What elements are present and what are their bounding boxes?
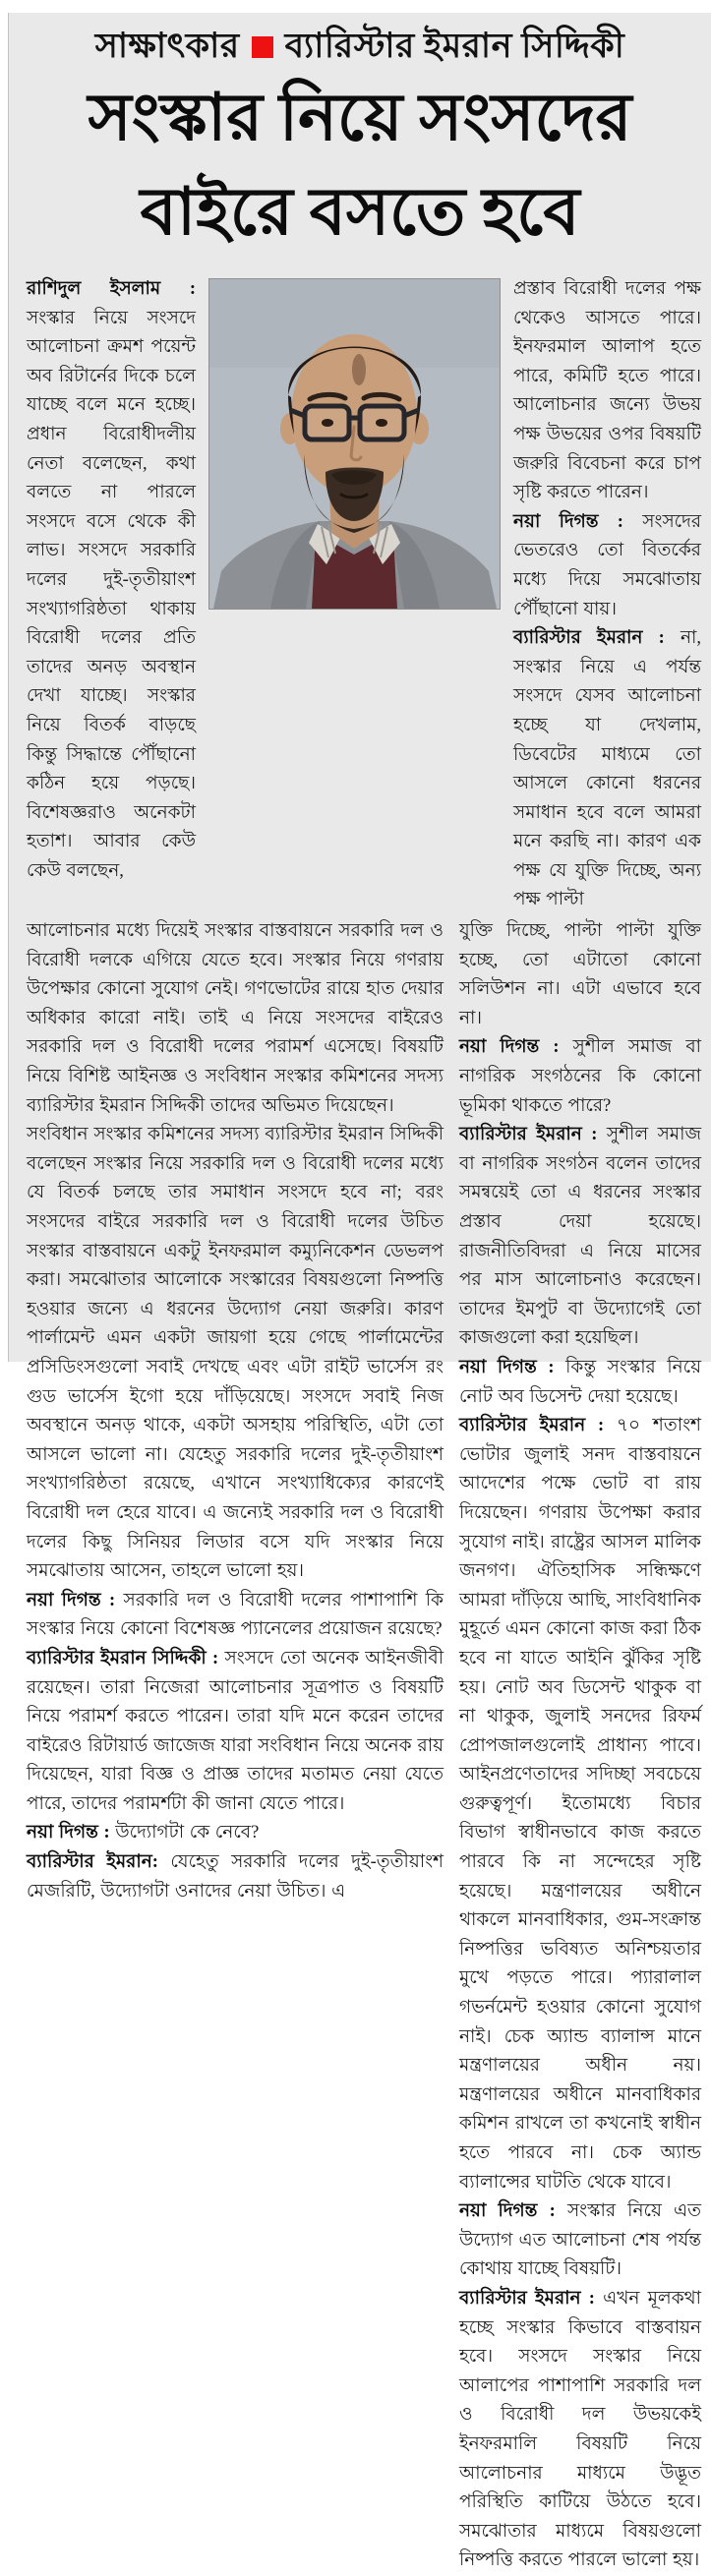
kicker-person-name: ব্যারিস্টার ইমরান সিদ্দিকী (284, 27, 625, 65)
speaker-label: রাশিদুল ইসলাম : (27, 279, 196, 299)
kicker (9, 26, 711, 67)
paragraph: যুক্তি দিচ্ছে, পাল্টা পাল্টা যুক্তি হচ্ছে, তো এটাতো কোনো সলিউশন না। এটা এভাবে হবে না। (459, 921, 701, 1028)
article-body (9, 260, 711, 2576)
paragraph: ব্যারিস্টার ইমরান : এখন মূলকথা হচ্ছে সংস্কার কিভাবে বাস্তবায়ন হবে। সংসদে সংস্কার নিয়ে আলাপের পাশাপাশি সরকারি দল ও বিরোধী দল উভয়কেই ইনফরমালি বিষয়টি নিয়ে আলোচনার মাধ্যমে উদ্ভূত পরিস্থিতি কাটিয়ে উঠতে হবে। সমঝোতার মাধ্যমে বিষয়গুলো নিষ্পত্তি করতে পারলে ভালো হয়। (459, 2288, 701, 2571)
speaker-label: ব্যারিস্টার ইমরান : (513, 628, 681, 649)
paragraph: ব্যারিস্টার ইমরান : না, সংস্কার নিয়ে এ পর্যন্ত সংসদে যেসব আলোচনা হচ্ছে যা দেখলাম, ডিবেটের মাধ্যমে তো আসলে কোনো ধরনের সমাধান হবে বলে আমরা মনে করছি না। কারণ এক পক্ষ যে যুক্তি দিচ্ছে, অন্য পক্ষ পাল্টা (513, 628, 701, 910)
column-bottom-right (459, 917, 701, 2576)
column-bottom-left (27, 917, 444, 1906)
speaker-label: ব্যারিস্টার ইমরান : (459, 1125, 607, 1145)
paragraph: নয়া দিগন্ত : উদ্যোগটা কে নেবে? (27, 1823, 260, 1844)
speaker-label: নয়া দিগন্ত : (459, 1037, 573, 1058)
red-square-icon (252, 36, 273, 58)
paragraph: প্রস্তাব বিরোধী দলের পক্ষ থেকেও আসতে পারে। ইনফরমাল আলাপ হতে পারে, কমিটি হতে পারে। আলোচনার জন্যে উভয় পক্ষ উভয়ের ওপর বিষয়টি জরুরি বিবেচনা করে চাপ সৃষ্টি করতে পারেন। (513, 279, 701, 503)
paragraph: সংবিধান সংস্কার কমিশনের সদস্য ব্যারিস্টার ইমরান সিদ্দিকী বলেছেন সংস্কার নিয়ে সরকারি দল ও বিরোধী দলের মধ্যে যে বিতর্ক চলছে তার সমাধান সংসদে হবে না; বরং সংসদের বাইরে সরকারি দল ও বিরোধী দলের উচিত সংস্কার বাস্তবায়নে একটু ইনফরমাল কম্যুনিকেশন ডেভলপ করা। সমঝোতার আলোকে সংস্কারের বিষয়গুলো নিষ্পত্তি হওয়ার জন্যে এ ধরনের উদ্যোগ নেয়া জরুরি। কারণ পার্লামেন্ট এমন একটা জায়গা হয়ে গেছে পার্লামেন্টের প্রসিডিংসগুলো সবাই দেখছে এবং এটা রাইট ভার্সেস রং গুড ভার্সেস ইগো হয়ে দাঁড়িয়েছে। সংসদে সবাই নিজ অবস্থানে অনড় থাকে, একটা অসহায় পরিস্থিতি, এটা তো আসলে ভালো না। যেহেতু সরকারি দলের দুই-তৃতীয়াংশ সংখ্যাগরিষ্ঠতা রয়েছে, এখানে সংখ্যাধিক্যের কারণেই বিরোধী দল হেরে যাবে। এ জন্যেই সরকারি দল ও বিরোধী দলের কিছু সিনিয়র লিডার বসে যদি সংস্কার নিয়ে সমঝোতায় আসেন, তাহলে ভালো হয়। (27, 1125, 444, 1582)
speaker-label: নয়া দিগন্ত : (459, 2201, 567, 2222)
article-clipping (8, 13, 711, 2571)
top-section (27, 275, 701, 915)
portrait-illustration (209, 279, 500, 609)
paragraph: রাশিদুল ইসলাম : সংস্কার নিয়ে সংসদে আলোচনা ক্রমশ পয়েন্ট অব রিটার্নের দিকে চলে যাচ্ছে বলে মনে হচ্ছে। প্রধান বিরোধীদলীয় নেতা বলেছেন, কথা বলতে না পারলে সংসদে বসে থেকে কী লাভ। সংসদে সরকারি দলের দুই-তৃতীয়াংশ সংখ্যাগরিষ্ঠতা থাকায় বিরোধী দলের প্রতি তাদের অনড় অবস্থান দেখা যাচ্ছে। সংস্কার নিয়ে বিতর্ক বাড়ছে কিন্তু সিদ্ধান্তে পৌঁছানো কঠিন হয়ে পড়ছে। বিশেষজ্ঞরাও অনেকটা হতাশ। আবার কেউ কেউ বলছেন, (27, 279, 196, 881)
speaker-label: ব্যারিস্টার ইমরান : (459, 2288, 604, 2309)
page-title (9, 71, 711, 260)
paragraph: ব্যারিস্টার ইমরান: যেহেতু সরকারি দলের দুই-তৃতীয়াংশ মেজরিটি, উদ্যোগটা ওনাদের নেয়া উচিত। এ (27, 1852, 444, 1902)
paragraph: নয়া দিগন্ত : কিন্তু সংস্কার নিয়ে নোট অব ডিসেন্ট দেয়া হয়েছে। (459, 1357, 701, 1407)
speaker-label: নয়া দিগন্ত : (27, 1823, 116, 1844)
speaker-label: নয়া দিগন্ত : (27, 1590, 124, 1610)
speaker-label: ব্যারিস্টার ইমরান সিদ্দিকী : (27, 1648, 225, 1669)
speaker-label: ব্যারিস্টার ইমরান: (27, 1852, 171, 1873)
kicker-section-label: সাক্ষাৎকার (94, 27, 240, 65)
paragraph: নয়া দিগন্ত : সুশীল সমাজ বা নাগরিক সংগঠনের কি কোনো ভূমিকা থাকতে পারে? (459, 1037, 701, 1116)
speaker-label: নয়া দিগন্ত : (459, 1357, 566, 1377)
portrait-photo (208, 278, 501, 610)
headline-line-1: সংস্কার নিয়ে সংসদের (88, 82, 632, 154)
paragraph: ব্যারিস্টার ইমরান : ৭০ শতাংশ ভোটার জুলাই সনদ বাস্তবায়নে আদেশের পক্ষে ভোট বা রায় দিয়েছেন। গণরায় উপেক্ষা করার সুযোগ নাই। রাষ্ট্রের আসল মালিক জনগণ। ঐতিহাসিক সন্ধিক্ষণে আমরা দাঁড়িয়ে আছি, সাংবিধানিক মুহূর্তে এমন কোনো কাজ করা ঠিক হবে না যাতে আইনি ঝুঁকির সৃষ্টি হয়। নোট অব ডিসেন্ট থাকুক বা না থাকুক, জুলাই সনদের রিফর্ম প্রোপজালগুলোই প্রাধান্য পাবে। আইনপ্রণেতাদের সদিচ্ছা সবচেয়ে গুরুত্বপূর্ণ। ইতোমধ্যে বিচার বিভাগ স্বাধীনভাবে কাজ করতে পারবে কি না সন্দেহের সৃষ্টি হয়েছে। মন্ত্রণালয়ের অধীনে থাকলে মানবাধিকার, গুম-সংক্রান্ত নিষ্পত্তির ভবিষ্যত অনিশ্চয়তার মুখে পড়তে পারে। প্যারালাল গভর্নমেন্ট হওয়ার কোনো সুযোগ নাই। চেক অ্যান্ড ব্যালান্স মানে মন্ত্রণালয়ের অধীন নয়। মন্ত্রণালয়ের অধীনে মানবাধিকার কমিশন রাখলে তা কখনোই স্বাধীন হতে পারবে না। চেক অ্যান্ড ব্যালান্সের ঘাটতি থেকে যাবে। (459, 1416, 701, 2193)
paragraph: নয়া দিগন্ত : সংসদের ভেতরেও তো বিতর্কের মধ্যে দিয়ে সমঝোতায় পৌঁছানো যায়। (513, 511, 701, 619)
paragraph: নয়া দিগন্ত : সরকারি দল ও বিরোধী দলের পাশাপাশি কি সংস্কার নিয়ে কোনো বিশেষজ্ঞ প্যানেলের প্রয়োজন রয়েছে? (27, 1590, 444, 1640)
paragraph: ব্যারিস্টার ইমরান সিদ্দিকী : সংসদে তো অনেক আইনজীবী রয়েছেন। তারা নিজেরা আলোচনার সূত্রপাত ও বিষয়টি নিয়ে পরামর্শ করতে পারেন। তারা যদি মনে করেন তাদের বাইরেও রিটায়ার্ড জাজেজ যারা সংবিধান নিয়ে অনেক রায় দিয়েছেন, যারা বিজ্ঞ ও প্রাজ্ঞ তাদের মতামত নেয়া যেতে পারে, তাদের পরামর্শটা কী জানা যেতে পারে। (27, 1648, 444, 1814)
column-top-right (513, 275, 701, 915)
speaker-label: নয়া দিগন্ত : (513, 511, 643, 532)
headline-line-2: বাইরে বসতে হবে (140, 176, 580, 249)
speaker-label: ব্যারিস্টার ইমরান : (459, 1416, 617, 1436)
paragraph: ব্যারিস্টার ইমরান : সুশীল সমাজ বা নাগরিক সংগঠন বলেন তাদের সমন্বয়েই তো এ ধরনের সংস্কার প্রস্তাব দেয়া হয়েছে। রাজনীতিবিদরা এ নিয়ে মাসের পর মাস আলোচনাও করেছেন। তাদের ইমপুট বা উদ্যোগেই তো কাজগুলো করা হয়েছিল। (459, 1125, 701, 1349)
bottom-section (27, 917, 701, 2576)
paragraph: আলোচনার মধ্যে দিয়েই সংস্কার বাস্তবায়নে সরকারি দল ও বিরোধী দলকে এগিয়ে যেতে হবে। সংস্কার নিয়ে গণরায় উপেক্ষার কোনো সুযোগ নেই। গণভোটের রায়ে হাত দেয়ার অধিকার কারো নাই। তাই এ নিয়ে সংসদের বাইরেও সরকারি দল ও বিরোধী দলের পরামর্শ এসেছে। বিষয়টি নিয়ে বিশিষ্ট আইনজ্ঞ ও সংবিধান সংস্কার কমিশনের সদস্য ব্যারিস্টার ইমরান সিদ্দিকী তাদের অভিমত দিয়েছেন। (27, 921, 444, 1116)
paragraph: নয়া দিগন্ত : সংস্কার নিয়ে এত উদ্যোগ এত আলোচনা শেষ পর্যন্ত কোথায় যাচ্ছে বিষয়টি। (459, 2201, 701, 2280)
column-top-left (27, 275, 196, 886)
